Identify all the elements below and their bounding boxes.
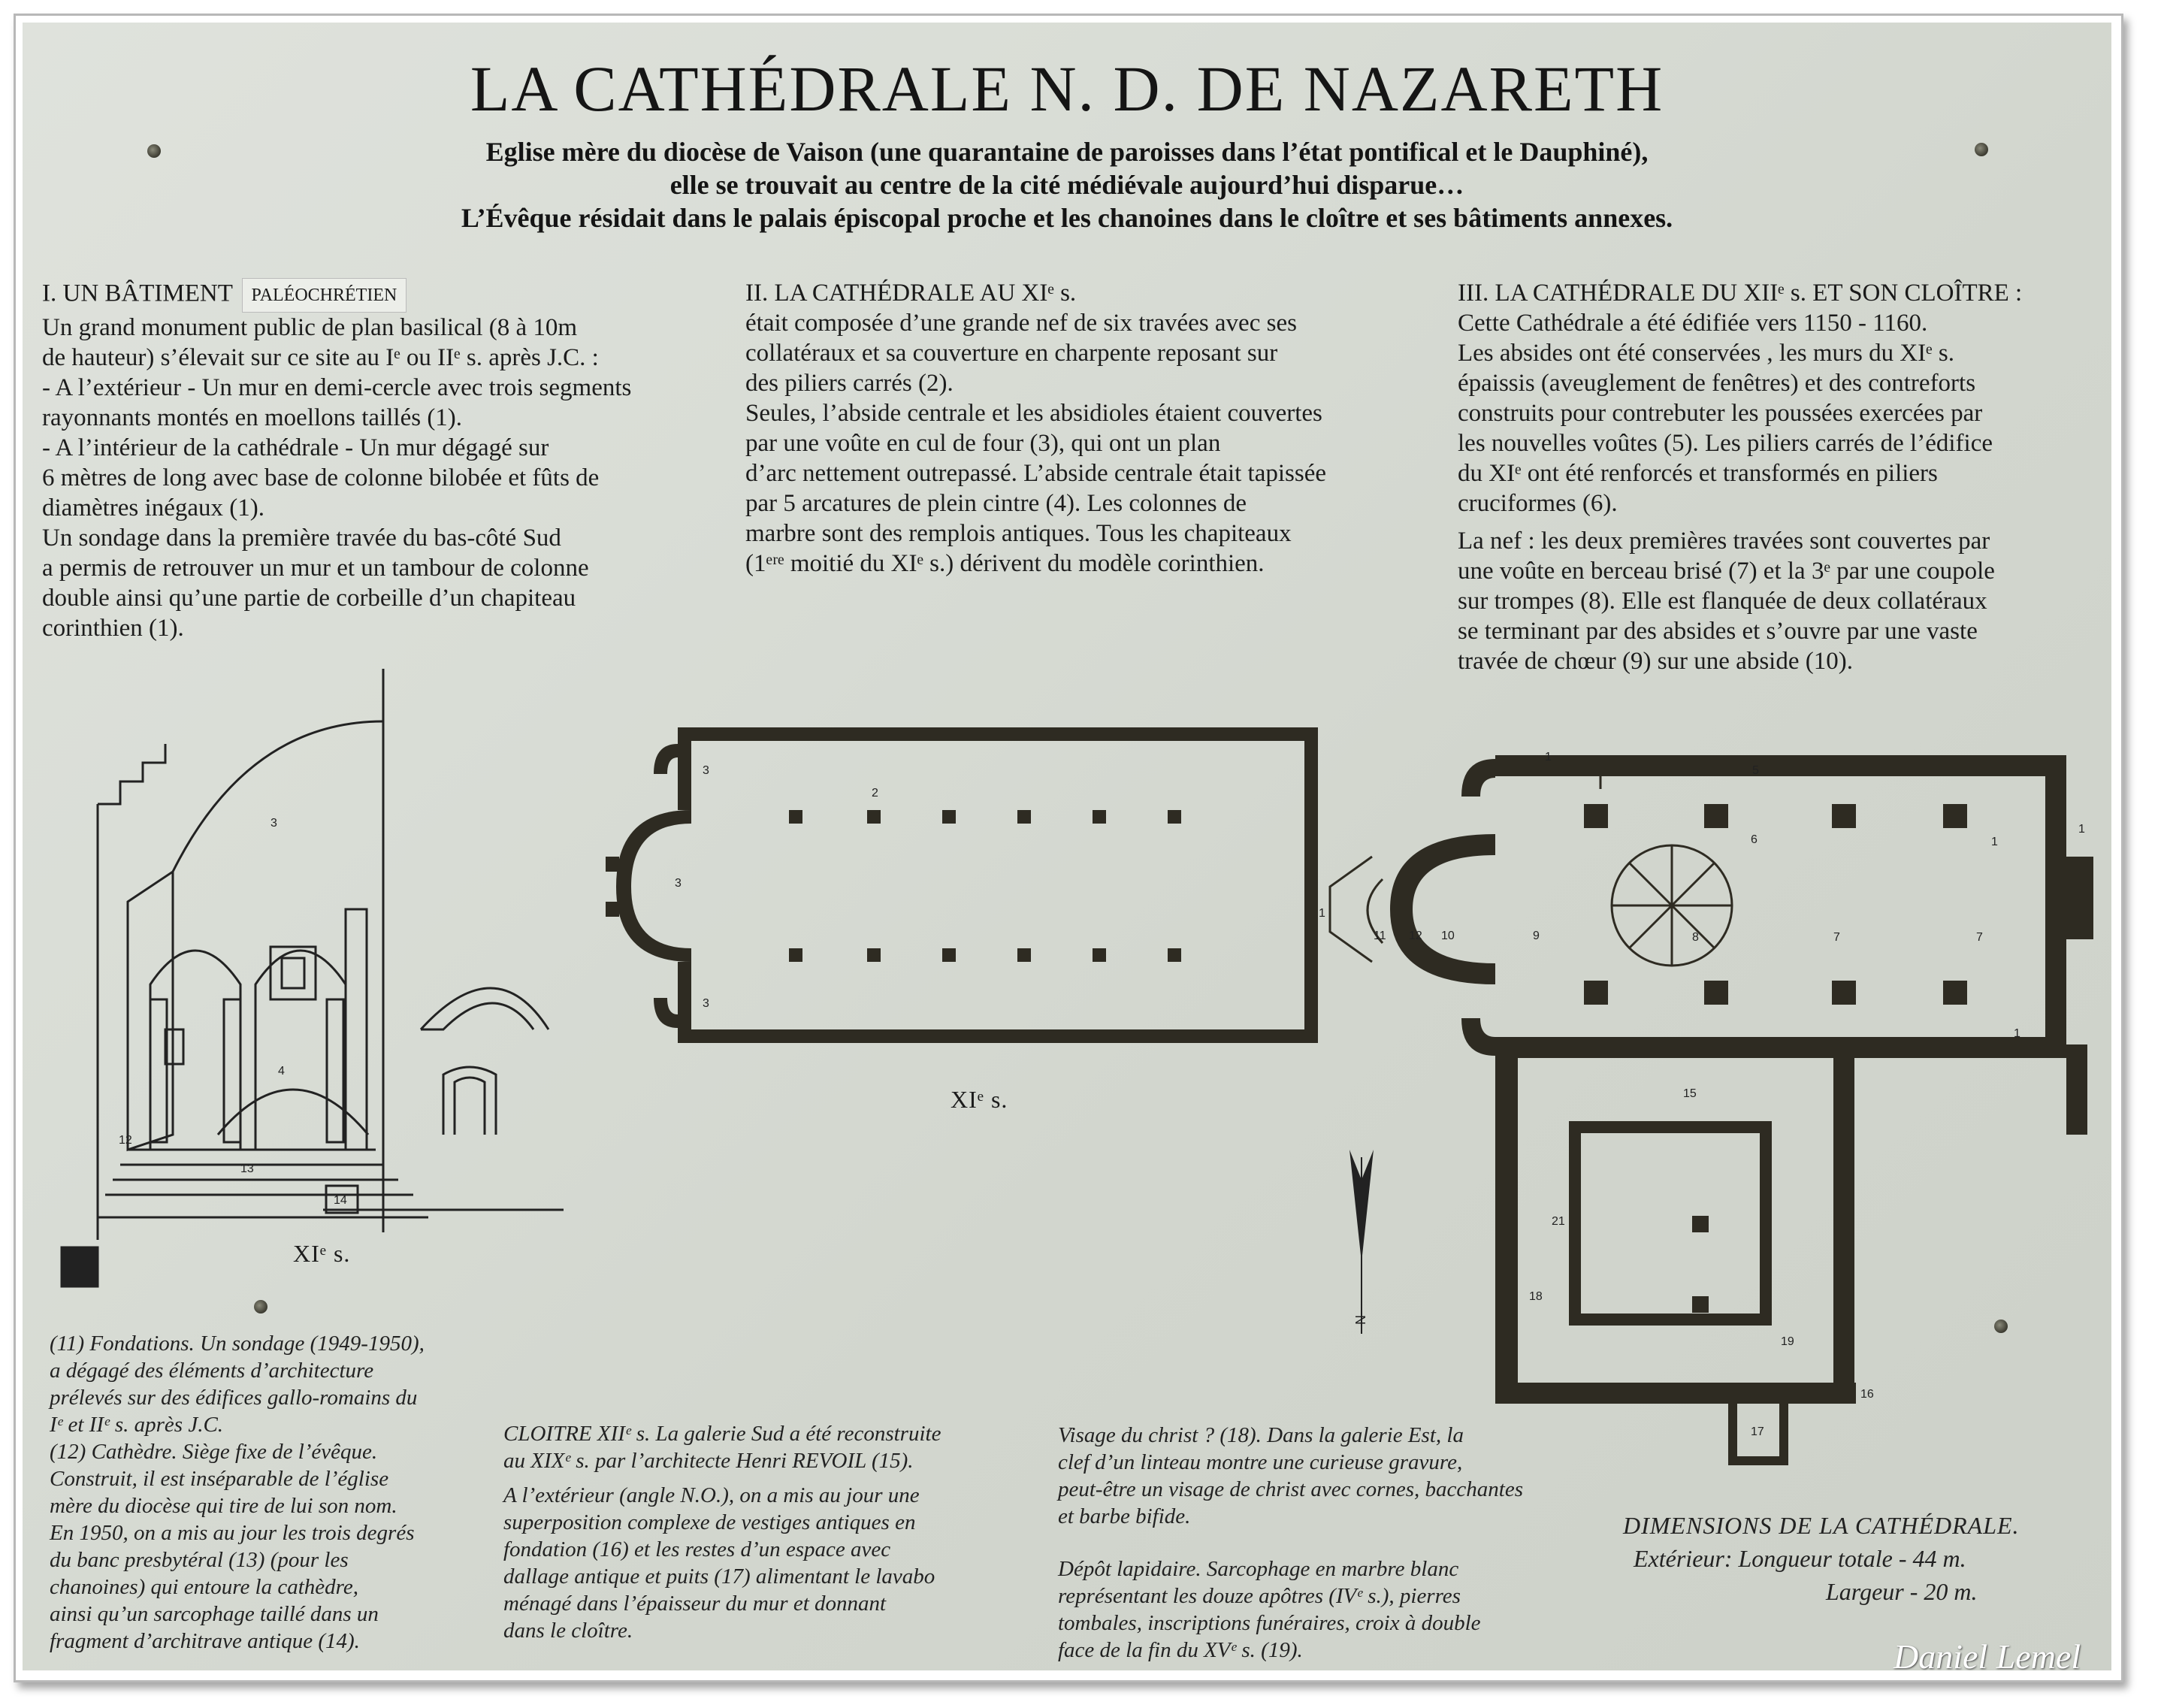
photographer-signature: Daniel Lemel: [1894, 1637, 2081, 1670]
text-line: sur trompes (8). Elle est flanquée de deux collatéraux: [1458, 588, 1987, 615]
label-9: 9: [1533, 930, 1540, 942]
apse-elevation-drawing: [62, 669, 564, 1286]
label-3: 3: [675, 877, 682, 890]
note-line: clef d’un linteau montre une curieuse gravure,: [1058, 1450, 1463, 1474]
intro-line: L’Évêque résidait dans le palais épiscopal proche et les chanoines dans le cloître et ses bâtiments annexes.: [461, 203, 1673, 233]
note-line: CLOITRE XIIᵉ s. La galerie Sud a été reconstruite: [503, 1422, 941, 1446]
note-line: mère du diocèse qui tire de lui son nom.: [50, 1494, 397, 1518]
note-line: prélevés sur des édifices gallo-romains du: [50, 1386, 418, 1410]
text-line: Cette Cathédrale a été édifiée vers 1150 - 1160.: [1458, 310, 1928, 337]
note-line: au XIXᵉ s. par l’architecte Henri REVOIL (15).: [503, 1449, 914, 1473]
text-line: d’arc nettement outrepassé. L’abside centrale était tapissée: [745, 460, 1327, 487]
section-1-title: I. UN BÂTIMENT: [42, 280, 233, 307]
label-12: 12: [119, 1134, 132, 1147]
text-line: par 5 arcatures de plein cintre (4). Les colonnes de: [745, 490, 1247, 517]
label-10: 10: [1441, 930, 1455, 942]
text-line: marbre sont des remplois antiques. Tous les chapiteaux: [745, 520, 1292, 547]
text-line: corinthien (1).: [42, 615, 184, 642]
note-line: tombales, inscriptions funéraires, croix à double: [1058, 1611, 1481, 1635]
label-3: 3: [270, 817, 277, 830]
label-14: 14: [334, 1194, 347, 1207]
note-line: superposition complexe de vestiges antiques en: [503, 1510, 916, 1534]
label-7: 7: [1833, 931, 1840, 944]
label-17: 17: [1751, 1425, 1764, 1438]
dimensions-width: Largeur - 20 m.: [1826, 1578, 1978, 1605]
dimensions-heading: DIMENSIONS DE LA CATHÉDRALE.: [1623, 1512, 2020, 1539]
text-line: du XIᵉ ont été renforcés et transformés en piliers: [1458, 460, 1938, 487]
text-line: - A l’intérieur de la cathédrale - Un mur dégagé sur: [42, 434, 549, 461]
text-line: cruciformes (6).: [1458, 490, 1618, 517]
text-line: des piliers carrés (2).: [745, 370, 954, 397]
text-line: collatéraux et sa couverture en charpente reposant sur: [745, 340, 1278, 367]
note-line: du banc presbytéral (13) (pour les: [50, 1548, 349, 1572]
text-line: double ainsi qu’une partie de corbeille d’un chapiteau: [42, 585, 576, 612]
text-line: se terminant par des absides et s’ouvre par une vaste: [1458, 618, 1978, 645]
label-21: 21: [1552, 1215, 1565, 1228]
note-line: a dégagé des éléments d’architecture: [50, 1359, 374, 1383]
note-line: dans le cloître.: [503, 1619, 633, 1643]
dimensions-block: [1623, 1509, 2089, 1608]
label-2: 2: [872, 787, 878, 800]
label-7: 7: [1976, 931, 1983, 944]
label-11: 11: [1374, 930, 1386, 942]
note-line: Visage du christ ? (18). Dans la galerie Est, la: [1058, 1423, 1464, 1447]
elevation-caption: XIᵉ s.: [293, 1240, 351, 1267]
intro-line: Eglise mère du diocèse de Vaison (une quarantaine de paroisses dans l’état pontifical et le Dauphiné),: [485, 137, 1649, 167]
dimensions-length: Extérieur: Longueur totale - 44 m.: [1634, 1545, 1966, 1572]
label-1: 1: [1319, 907, 1325, 920]
label-15: 15: [1683, 1087, 1697, 1100]
note-line: (12) Cathèdre. Siège fixe de l’évêque.: [50, 1440, 378, 1464]
section-3-heading: III. LA CATHÉDRALE DU XIIᵉ s. ET SON CLOÎTRE :: [1458, 280, 2023, 307]
text-line: Seules, l’abside centrale et les absidioles étaient couvertes: [745, 400, 1322, 427]
text-line: a permis de retrouver un mur et un tambour de colonne: [42, 555, 589, 582]
notes-depot-lapidaire: [1058, 1555, 1621, 1664]
label-4: 4: [278, 1065, 285, 1078]
text-line: Un grand monument public de plan basilical (8 à 10m: [42, 314, 578, 341]
note-line: représentant les douze apôtres (IVᵉ s.), pierres: [1058, 1584, 1461, 1608]
text-line: était composée d’une grande nef de six travées avec ses: [745, 310, 1297, 337]
notes-visage-christ: [1058, 1422, 1621, 1530]
xiie-cathedral-plan: [1390, 755, 2093, 1465]
elevation-labels: [119, 817, 347, 1207]
text-line: par une voûte en cul de four (3), qui ont un plan: [745, 430, 1221, 457]
note-line: Dépôt lapidaire. Sarcophage en marbre blanc: [1058, 1557, 1459, 1581]
label-8: 8: [1692, 931, 1699, 944]
text-line: La nef : les deux premières travées sont couvertes par: [1458, 528, 1990, 555]
notes-cloitre: [503, 1420, 1063, 1644]
intro-line: elle se trouvait au centre de la cité médiévale aujourd’hui disparue…: [669, 170, 1464, 200]
label-1: 1: [1545, 751, 1552, 763]
text-line: une voûte en berceau brisé (7) et la 3ᵉ par une coupole: [1458, 558, 1995, 585]
text-line: de hauteur) s’élevait sur ce site au Iᵉ ou IIᵉ s. après J.C. :: [42, 344, 599, 371]
label-5: 5: [1752, 764, 1759, 777]
text-line: travée de chœur (9) sur une abside (10).: [1458, 648, 1853, 675]
text-line: rayonnants montés en moellons taillés (1).: [42, 404, 463, 431]
note-line: ainsi qu’un sarcophage taillé dans un: [50, 1602, 379, 1626]
label-1: 1: [2078, 823, 2085, 836]
label-6: 6: [1751, 833, 1757, 846]
note-line: ménagé dans l’épaisseur du mur et donnant: [503, 1592, 887, 1616]
note-line: Iᵉ et IIᵉ s. après J.C.: [50, 1413, 224, 1437]
text-line: diamètres inégaux (1).: [42, 494, 264, 521]
note-line: peut-être un visage de christ avec cornes, bacchantes: [1058, 1477, 1523, 1501]
text-line: Un sondage dans la première travée du bas-côté Sud: [42, 524, 561, 552]
label-16: 16: [1860, 1388, 1874, 1401]
plan-caption: XIᵉ s.: [951, 1086, 1008, 1113]
label-3: 3: [703, 764, 709, 777]
xie-plan-labels: [675, 764, 878, 1010]
text-line: - A l’extérieur - Un mur en demi-cercle avec trois segments: [42, 374, 632, 401]
label-13: 13: [240, 1162, 254, 1175]
note-line: face de la fin du XVᵉ s. (19).: [1058, 1638, 1303, 1662]
cupola-vault: [1330, 774, 1732, 966]
note-line: fragment d’architrave antique (14).: [50, 1629, 360, 1653]
text-line: 6 mètres de long avec base de colonne bilobée et fûts de: [42, 464, 600, 491]
page-title: LA CATHÉDRALE N. D. DE NAZARETH: [470, 53, 1664, 125]
label-12: 12: [1409, 930, 1422, 942]
note-line: dallage antique et puits (17) alimentant le lavabo: [503, 1564, 935, 1589]
section-1-tag: PALÉOCHRÉTIEN: [242, 278, 407, 313]
text-line: Les absides ont été conservées , les murs du XIᵉ s.: [1458, 340, 1954, 367]
north-arrow-icon: [1349, 1150, 1374, 1334]
label-3: 3: [703, 997, 709, 1010]
note-line: En 1950, on a mis au jour les trois degrés: [50, 1521, 415, 1545]
north-label: N: [1353, 1315, 1368, 1325]
note-line: (11) Fondations. Un sondage (1949-1950),: [50, 1332, 425, 1356]
label-19: 19: [1781, 1335, 1794, 1348]
text-line: (1ᵉʳᵉ moitié du XIᵉ s.) dérivent du modèle corinthien.: [745, 550, 1265, 577]
info-panel: [23, 23, 2111, 1670]
text-line: construits pour contrebuter les poussées exercées par: [1458, 400, 1983, 427]
label-1: 1: [1991, 836, 1998, 848]
text-line: les nouvelles voûtes (5). Les piliers carrés de l’édifice: [1458, 430, 1993, 457]
note-line: Construit, il est inséparable de l’église: [50, 1467, 389, 1491]
note-line: chanoines) qui entoure la cathèdre,: [50, 1575, 358, 1599]
label-1: 1: [2014, 1027, 2020, 1040]
text-line: épaissis (aveuglement de fenêtres) et des contreforts: [1458, 370, 1976, 397]
note-line: A l’extérieur (angle N.O.), on a mis au jour une: [503, 1483, 920, 1507]
label-18: 18: [1529, 1290, 1543, 1303]
note-line: fondation (16) et les restes d’un espace avec: [503, 1537, 891, 1561]
section-2-heading: II. LA CATHÉDRALE AU XIᵉ s.: [745, 280, 1077, 307]
notes-fondations-cathedre: [50, 1330, 493, 1655]
note-line: et barbe bifide.: [1058, 1504, 1191, 1528]
xie-church-plan: [606, 727, 1318, 1043]
